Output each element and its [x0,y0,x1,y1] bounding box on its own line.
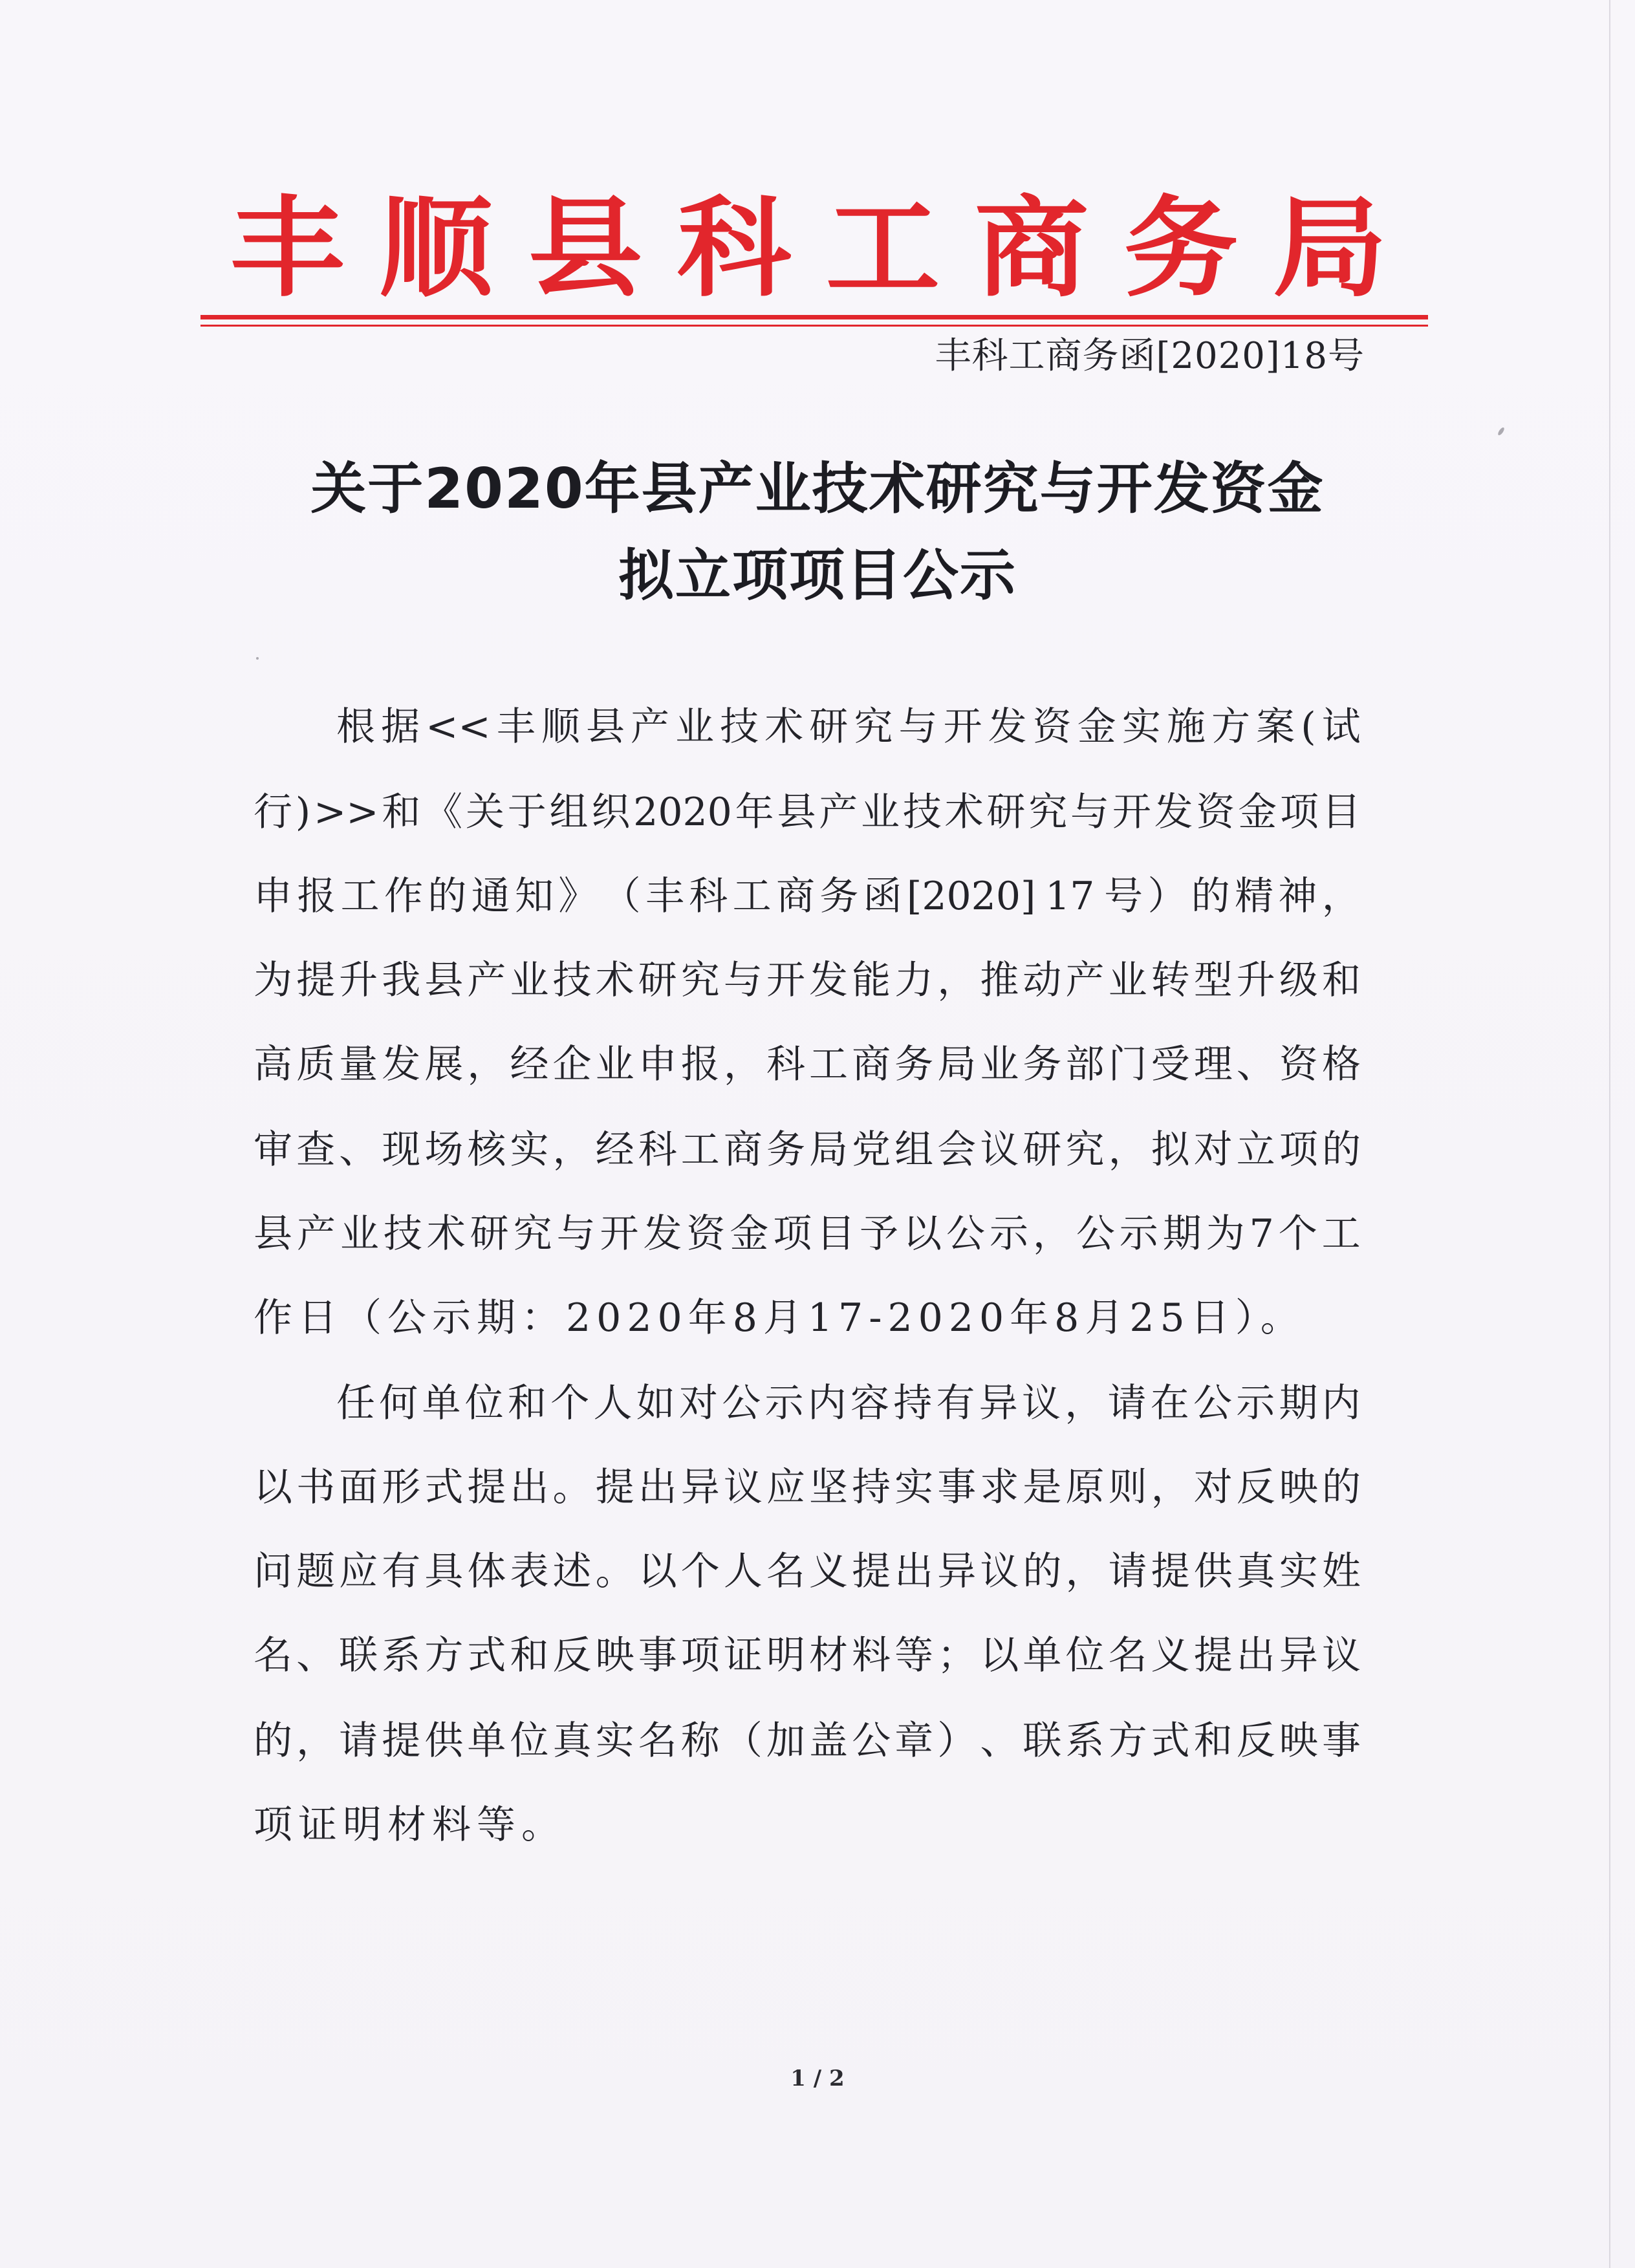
red-divider-thin [200,325,1428,327]
masthead-char: 商 [975,183,1089,312]
body-line: 根 据 << 丰 顺 县 产 业 技 术 研 究 与 开 发 资 金 实 施 方 案 ( 试 [336,704,1361,750]
body-line: 任 何 单 位 和 个 人 如 对 公 示 内 容 持 有 异 议 ， 请 在 公 示 期 内 [336,1381,1361,1426]
body-line: 行 ) >> 和 《 关 于 组 织 2020 年 县 产 业 技 术 研 究 与 开 发 资 金 项 目 [254,790,1361,835]
org-masthead [230,175,1387,312]
body-line: 县 产 业 技 术 研 究 与 开 发 资 金 项 目 予 以 公 示 ， 公 示 期 为 7 个 工 [254,1211,1361,1257]
body-line: 申 报 工 作 的 通 知 》 （ 丰 科 工 商 务 函 [2020] 17 号 ） 的 精 神 ， [254,874,1361,919]
body-line: 作日（公示期：2020年8月17-2020年8月25日）。 [254,1295,1305,1341]
masthead-char: 局 [1272,183,1387,312]
page-number: 1 / 2 [790,2066,845,2091]
body-line: 审 查 、 现 场 核 实 ， 经 科 工 商 务 局 党 组 会 议 研 究 ， 拟 对 立 项 的 [254,1127,1361,1172]
document-number: 丰科工商务函[2020]18号 [935,335,1365,377]
scan-speck [256,657,259,660]
body-line: 为 提 升 我 县 产 业 技 术 研 究 与 开 发 能 力 ， 推 动 产 业 转 型 升 级 和 [254,958,1361,1003]
masthead-char: 顺 [379,183,493,312]
body-line: 高 质 量 发 展 ， 经 企 业 申 报 ， 科 工 商 务 局 业 务 部 门 受 理 、 资 格 [254,1042,1361,1087]
red-divider-thick [200,315,1428,319]
body-line: 的 ， 请 提 供 单 位 真 实 名 称 （ 加 盖 公 章 ） 、 联 系 方 式 和 反 映 事 [254,1718,1361,1764]
body-line: 名 、 联 系 方 式 和 反 映 事 项 证 明 材 料 等 ； 以 单 位 名 义 提 出 异 议 [254,1633,1361,1678]
masthead-char: 丰 [230,183,345,312]
masthead-char: 务 [1123,183,1238,312]
document-title-line-1: 关于2020年县产业技术研究与开发资金 [310,457,1325,521]
scan-edge-line [1609,0,1610,2268]
masthead-char: 工 [825,183,940,312]
body-line: 项证明材料等。 [254,1802,566,1848]
document-title-line-2: 拟立项项目公示 [618,543,1017,608]
masthead-char: 科 [677,183,792,312]
masthead-char: 县 [528,183,642,312]
scan-speck [1497,427,1506,437]
body-line: 问 题 应 有 具 体 表 述 。 以 个 人 名 义 提 出 异 议 的 ， 请 提 供 真 实 姓 [254,1549,1361,1594]
body-line: 以 书 面 形 式 提 出 。 提 出 异 议 应 坚 持 实 事 求 是 原 则 ， 对 反 映 的 [254,1465,1361,1510]
